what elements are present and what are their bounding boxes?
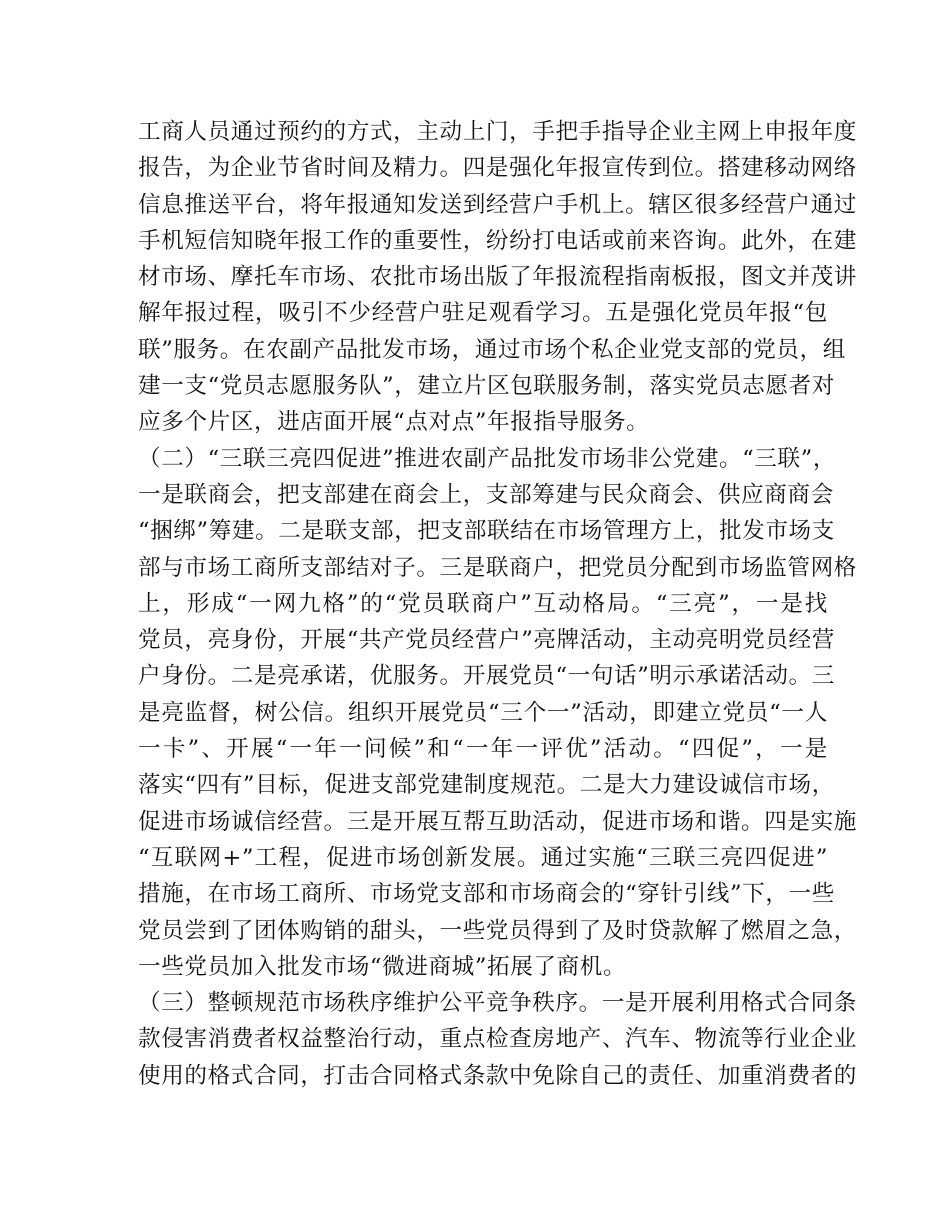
text-line: 报告，为企业节省时间及精力。四是强化年报宣传到位。搭建移动网络 — [138, 155, 858, 182]
text-line: 信息推送平台，将年报通知发送到经营户手机上。辖区很多经营户通过 — [138, 191, 858, 218]
text-line: 党员，亮身份，开展“共产党员经营户”亮牌活动，主动亮明党员经营 — [138, 627, 835, 654]
text-line: 使用的格式合同，打击合同格式条款中免除自己的责任、加重消费者的 — [138, 1062, 858, 1089]
text-line: 一些党员加入批发市场“微进商城”拓展了商机。 — [138, 953, 627, 980]
text-line: 户身份。二是亮承诺，优服务。开展党员“一句话”明示承诺活动。三 — [138, 663, 835, 690]
text-line: 一卡”、开展“一年一问候”和“一年一评优”活动。“四促”，一是 — [138, 736, 828, 763]
text-line: 上，形成“一网九格”的“党员联商户”互动格局。“三亮”，一是找 — [138, 590, 828, 617]
text-line: 落实“四有”目标，促进支部党建制度规范。二是大力建设诚信市场， — [138, 772, 835, 799]
section-heading-line: （三）整顿规范市场秩序维护公平竞争秩序。一是开展利用格式合同条 — [138, 990, 858, 1017]
text-line: 手机短信知晓年报工作的重要性，纷纷打电话或前来咨询。此外，在建 — [138, 227, 858, 254]
text-line: 是亮监督，树公信。组织开展党员“三个一”活动，即建立党员“一人 — [138, 699, 828, 726]
text-line: 部与市场工商所支部结对子。三是联商户，把党员分配到市场监管网格 — [138, 554, 858, 581]
text-line: 应多个片区，进店面开展“点对点”年报指导服务。 — [138, 409, 650, 436]
text-line: 一是联商会，把支部建在商会上，支部筹建与民众商会、供应商商会 — [138, 481, 834, 508]
text-line: 联”服务。在农副产品批发市场，通过市场个私企业党支部的党员，组 — [138, 336, 846, 363]
text-line: 工商人员通过预约的方式，主动上门，手把手指导企业主网上申报年度 — [138, 119, 858, 145]
text-line: 款侵害消费者权益整治行动，重点检查房地产、汽车、物流等行业企业 — [138, 1026, 858, 1053]
text-line: “捆绑”筹建。二是联支部，把支部联结在市场管理方上，批发市场支 — [138, 518, 835, 545]
document-body — [138, 114, 858, 1094]
text-line: “互联网+”工程，促进市场创新发展。通过实施“三联三亮四促进” — [138, 844, 828, 871]
text-line: 促进市场诚信经营。三是开展互帮互助活动，促进市场和谐。四是实施 — [138, 808, 858, 835]
section-heading-line: （二）“三联三亮四促进”推进农副产品批发市场非公党建。“三联”， — [138, 445, 837, 472]
text-line: 材市场、摩托车市场、农批市场出版了年报流程指南板报，图文并茂讲 — [138, 264, 858, 291]
text-line: 措施，在市场工商所、市场党支部和市场商会的“穿针引线”下，一些 — [138, 881, 835, 908]
text-line: 党员尝到了团体购销的甜头，一些党员得到了及时贷款解了燃眉之急， — [138, 917, 858, 944]
text-line: 解年报过程，吸引不少经营户驻足观看学习。五是强化党员年报“包 — [138, 300, 828, 327]
text-line: 建一支“党员志愿服务队”，建立片区包联服务制，落实党员志愿者对 — [138, 373, 835, 400]
